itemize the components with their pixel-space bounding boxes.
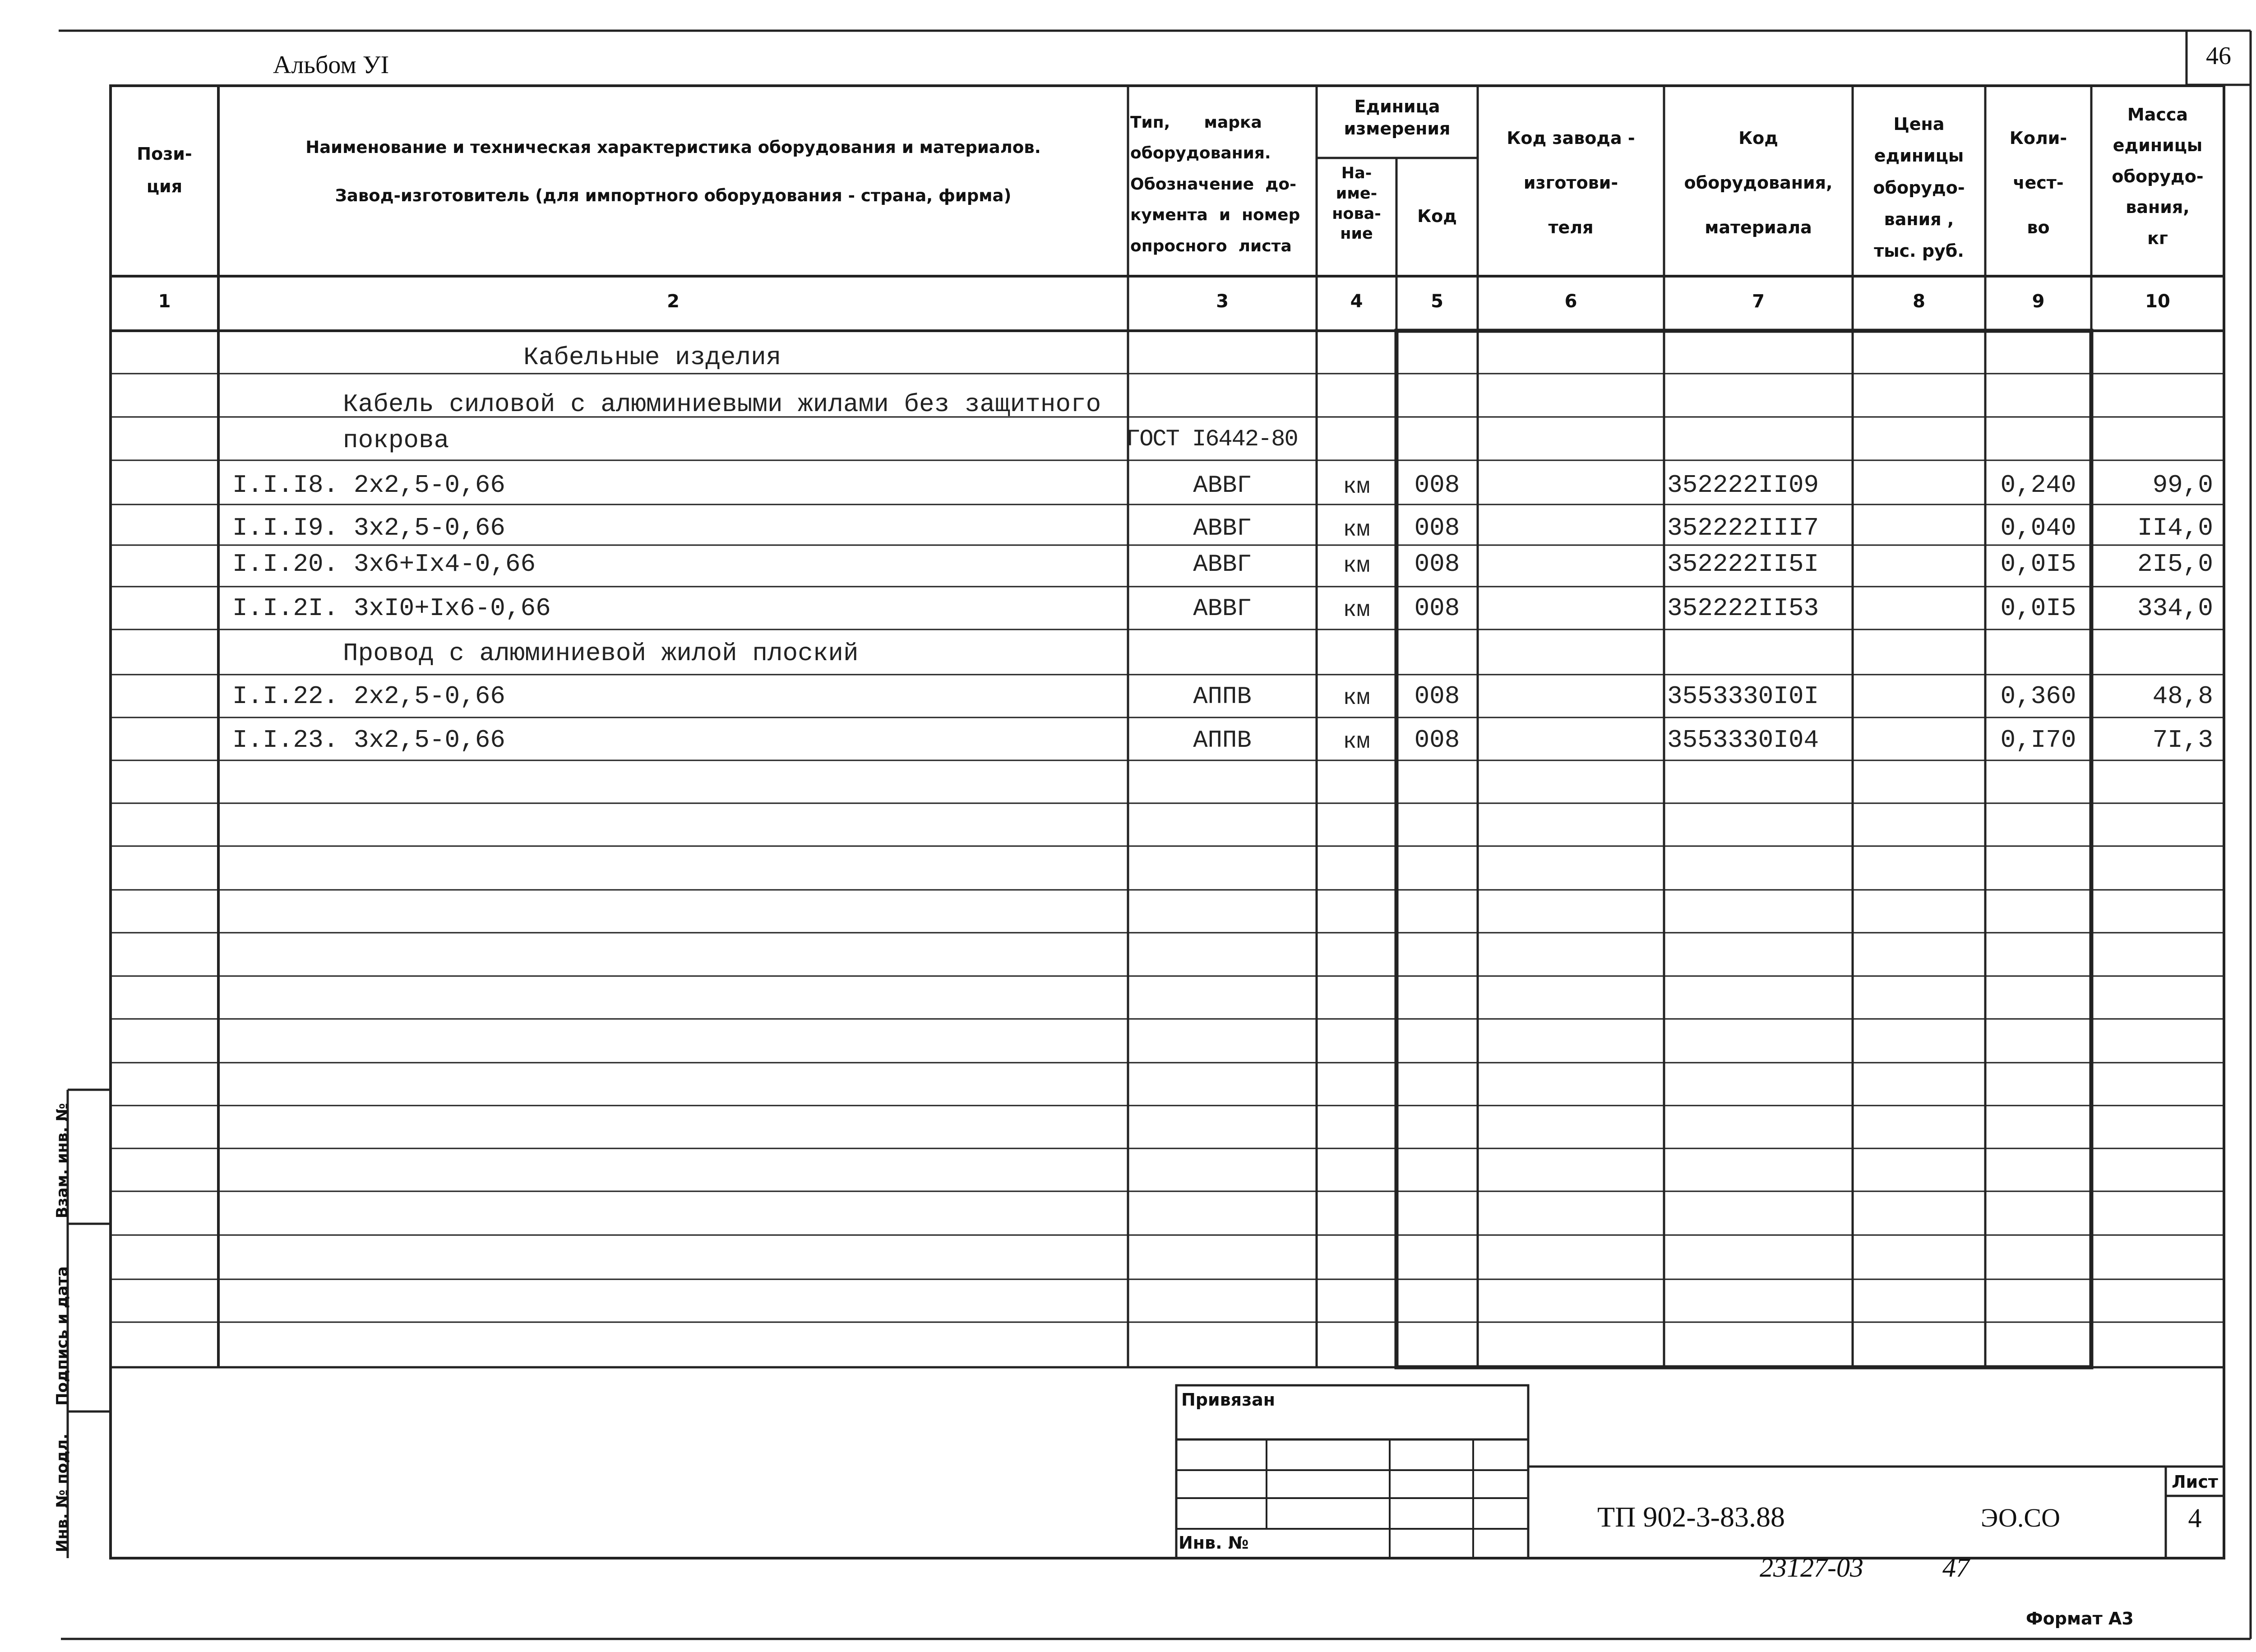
unit-mass: II4,0 [2137,514,2213,542]
unit-name: км [1343,685,1370,711]
group-document: ГОСТ I6442-80 [1126,426,1298,453]
unit-mass: 334,0 [2137,594,2213,623]
sheet-label: Лист [2172,1472,2218,1492]
side-label-original-inv: Инв. № подл. [53,1433,71,1552]
item-code: 352222II5I [1667,550,1819,578]
position-name: I.I.I9. 3х2,5-0,66 [232,514,505,542]
position-name: I.I.22. 2х2,5-0,66 [232,682,505,711]
position-name: I.I.I8. 2х2,5-0,66 [232,471,505,500]
album-label: Альбом УI [273,51,389,79]
type-mark: АВВГ [1193,472,1252,500]
quantity: 0,240 [2000,471,2076,500]
page-number: 46 [2206,42,2231,70]
header-unit-name: На- име- нова- ние [1332,164,1381,243]
document-code: ТП 902-3-83.88 [1597,1501,1785,1533]
type-mark: АВВГ [1193,515,1252,542]
archive-number: 23127-03 [1760,1553,1863,1583]
side-label-signature-date: Подпись и дата [53,1266,71,1406]
quantity: 0,0I5 [2000,594,2076,623]
unit-name: км [1343,517,1370,543]
section-title: Кабельные изделия [523,343,781,372]
unit-name: км [1343,553,1370,579]
type-mark: АВВГ [1193,551,1252,578]
quantity: 0,360 [2000,682,2076,711]
header-price: Цена единицы оборудо- вания , тыс. руб. [1873,114,1965,261]
quantity: 0,0I5 [2000,550,2076,578]
unit-mass: 2I5,0 [2137,550,2213,578]
quantity: 0,I70 [2000,726,2076,754]
side-label-replace-inv: Взам. инв. № [53,1103,71,1218]
item-code: 3553330I0I [1667,682,1819,711]
archive-page: 47 [1942,1553,1969,1583]
position-name: I.I.20. 3х6+Iх4-0,66 [232,550,536,578]
col-number: 4 [1350,291,1363,312]
position-name: I.I.23. 3х2,5-0,66 [232,726,505,754]
format-label: Формат А3 [2026,1609,2134,1629]
unit-name: км [1343,597,1370,623]
unit-code: 008 [1414,550,1460,578]
col-number: 3 [1216,291,1229,312]
quantity: 0,040 [2000,514,2076,542]
unit-code: 008 [1414,594,1460,623]
header-item-code: Код оборудования, материала [1684,128,1833,237]
unit-code: 008 [1414,471,1460,500]
header-name-line2: Завод-изготовитель (для импортного оборудования - страна, фирма) [335,186,1012,205]
header-unit: Единица измерения [1344,97,1451,139]
col-number: 6 [1564,291,1577,312]
item-code: 352222II09 [1667,471,1819,500]
position-name: I.I.2I. 3хI0+Iх6-0,66 [232,594,551,623]
section-code: ЭО.СО [1981,1503,2060,1532]
col-number: 5 [1431,291,1443,312]
group-title: Провод с алюминиевой жилой плоский [343,639,859,668]
attached-label: Привязан [1181,1390,1276,1410]
type-mark: АППВ [1193,683,1252,711]
unit-code: 008 [1414,726,1460,754]
unit-code: 008 [1414,514,1460,542]
unit-name: км [1343,729,1370,755]
header-unit-code: Код [1417,206,1457,226]
unit-mass: 48,8 [2152,682,2213,711]
item-code: 352222II53 [1667,594,1819,623]
col-number: 8 [1913,291,1925,312]
header-position: Пози- ция [137,144,192,197]
item-code: 352222III7 [1667,514,1819,542]
sheet-number: 4 [2188,1503,2202,1533]
inv-number-label: Инв. № [1179,1533,1249,1553]
header-name-line1: Наименование и техническая характеристика оборудования и материалов. [305,138,1041,157]
unit-mass: 99,0 [2152,471,2213,500]
unit-mass: 7I,3 [2152,726,2213,754]
header-type: Тип, марка оборудования. Обозначение до- кумента и номер опросного листа [1130,113,1300,255]
col-number: 9 [2032,291,2045,312]
type-mark: АВВГ [1193,595,1252,623]
col-number: 1 [158,291,171,312]
header-factory-code: Код завода - изготови- теля [1507,128,1635,237]
unit-code: 008 [1414,682,1460,711]
header-mass: Масса единицы оборудо- вания, кг [2112,105,2204,248]
type-mark: АППВ [1193,727,1252,754]
unit-name: км [1343,474,1370,500]
col-number: 7 [1752,291,1765,312]
col-number: 2 [667,291,680,312]
header-quantity: Коли- чест- во [2009,128,2067,237]
group-title-cont: покрова [343,426,449,455]
col-number: 10 [2145,291,2170,312]
item-code: 3553330I04 [1667,726,1819,754]
group-title: Кабель силовой с алюминиевыми жилами без защитного [343,390,1101,419]
